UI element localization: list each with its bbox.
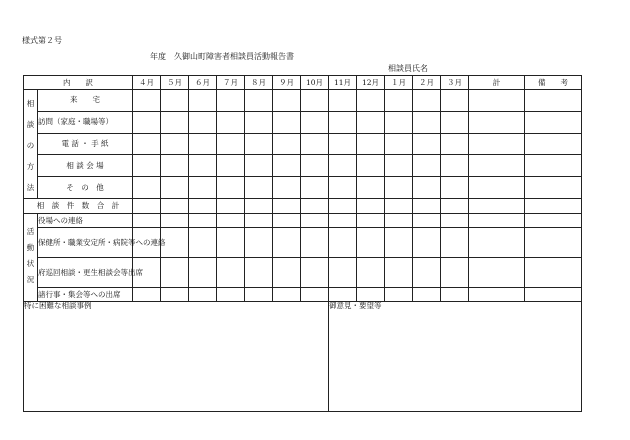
entry-cell[interactable] [385,133,413,155]
entry-cell[interactable] [273,90,301,112]
entry-cell[interactable] [525,111,582,133]
activity-label: 府巡回相談・更生相談会等出席 [38,258,133,288]
entry-cell[interactable] [189,177,217,199]
entry-cell[interactable] [441,111,469,133]
side-char: 活 [26,227,35,237]
entry-cell[interactable] [329,199,357,214]
entry-cell[interactable] [385,155,413,177]
activity-label: 諸行事・集会等への出席 [38,288,133,302]
entry-cell[interactable] [273,155,301,177]
entry-cell[interactable] [217,199,245,214]
entry-cell[interactable] [301,155,329,177]
entry-cell[interactable] [329,133,357,155]
entry-cell[interactable] [189,228,217,258]
method-label: そ の 他 [38,177,133,199]
entry-cell[interactable] [301,133,329,155]
entry-cell[interactable] [245,228,273,258]
entry-cell[interactable] [245,288,273,302]
entry-cell[interactable] [189,155,217,177]
entry-cell[interactable] [413,133,441,155]
entry-cell[interactable] [441,177,469,199]
entry-cell[interactable] [189,288,217,302]
entry-cell[interactable] [385,214,413,228]
entry-cell[interactable] [301,90,329,112]
entry-cell[interactable] [273,133,301,155]
entry-cell[interactable] [385,228,413,258]
header-month: ８月 [245,76,273,90]
entry-cell[interactable] [525,228,582,258]
entry-cell[interactable] [525,155,582,177]
entry-cell[interactable] [217,228,245,258]
entry-cell[interactable] [469,133,525,155]
method-row [24,90,582,112]
entry-cell[interactable] [525,258,582,288]
entry-cell[interactable] [525,90,582,112]
entry-cell[interactable] [133,90,161,112]
entry-cell[interactable] [469,228,525,258]
entry-cell[interactable] [329,214,357,228]
entry-cell[interactable] [469,258,525,288]
entry-cell[interactable] [189,214,217,228]
entry-cell[interactable] [525,199,582,214]
entry-cell[interactable] [245,177,273,199]
side-char: 方 [26,161,35,171]
entry-cell[interactable] [273,228,301,258]
entry-cell[interactable] [385,177,413,199]
header-month: ２月 [413,76,441,90]
entry-cell[interactable] [525,133,582,155]
entry-cell[interactable] [469,214,525,228]
entry-cell[interactable] [357,90,385,112]
entry-cell[interactable] [413,177,441,199]
entry-cell[interactable] [413,258,441,288]
entry-cell[interactable] [525,177,582,199]
side-char: 動 [26,243,35,253]
entry-cell[interactable] [385,258,413,288]
entry-cell[interactable] [329,177,357,199]
entry-cell[interactable] [385,90,413,112]
entry-cell[interactable] [217,214,245,228]
entry-cell[interactable] [357,228,385,258]
entry-cell[interactable] [357,133,385,155]
entry-cell[interactable] [133,133,161,155]
activity-row [24,228,582,258]
entry-cell[interactable] [413,288,441,302]
entry-cell[interactable] [245,155,273,177]
side-char: 況 [26,275,35,285]
entry-cell[interactable] [217,111,245,133]
entry-cell[interactable] [133,288,161,302]
entry-cell[interactable] [245,258,273,288]
header-month: 11月 [329,76,357,90]
side-char: 談 [26,119,35,129]
entry-cell[interactable] [329,288,357,302]
entry-cell[interactable] [329,155,357,177]
entry-cell[interactable] [273,288,301,302]
opinions-label: 御意見・要望等 [329,301,382,310]
entry-cell[interactable] [161,111,189,133]
header-item-label: 内 訳 [24,76,133,90]
entry-cell[interactable] [525,288,582,302]
entry-cell[interactable] [441,199,469,214]
entry-cell[interactable] [301,199,329,214]
method-label: 訪問（家庭・職場等） [38,111,133,133]
header-remarks: 備 考 [525,76,582,90]
entry-cell[interactable] [469,199,525,214]
entry-cell[interactable] [189,258,217,288]
entry-cell[interactable] [413,199,441,214]
entry-cell[interactable] [273,214,301,228]
entry-cell[interactable] [301,111,329,133]
activity-report-table [23,75,582,412]
entry-cell[interactable] [329,111,357,133]
side-char: 法 [26,182,35,192]
entry-cell[interactable] [329,258,357,288]
entry-cell[interactable] [469,90,525,112]
entry-cell[interactable] [161,214,189,228]
entry-cell[interactable] [245,199,273,214]
header-total: 計 [469,76,525,90]
difficult-cases-box[interactable] [24,302,329,412]
header-row [24,76,582,90]
entry-cell[interactable] [161,90,189,112]
entry-cell[interactable] [441,288,469,302]
method-label: 来 宅 [38,90,133,112]
entry-cell[interactable] [301,258,329,288]
entry-cell[interactable] [469,155,525,177]
entry-cell[interactable] [441,90,469,112]
entry-cell[interactable] [385,199,413,214]
entry-cell[interactable] [301,214,329,228]
header-month: ３月 [441,76,469,90]
entry-cell[interactable] [357,199,385,214]
entry-cell[interactable] [441,133,469,155]
header-month: ９月 [273,76,301,90]
entry-cell[interactable] [469,177,525,199]
report-title: 年度 久御山町障害者相談員活動報告書 [150,52,294,61]
entry-cell[interactable] [245,133,273,155]
entry-cell[interactable] [133,199,161,214]
activity-label: 保健所・職業安定所・病院等への連絡 [38,228,133,258]
entry-cell[interactable] [441,258,469,288]
method-row [24,155,582,177]
entry-cell[interactable] [469,111,525,133]
header-month: ６月 [189,76,217,90]
counselor-name-label: 相談員氏名 [388,64,428,73]
entry-cell[interactable] [273,258,301,288]
entry-cell[interactable] [441,155,469,177]
entry-cell[interactable] [273,199,301,214]
entry-cell[interactable] [133,155,161,177]
header-month: 10月 [301,76,329,90]
entry-cell[interactable] [273,177,301,199]
total-row-label: 相 談 件 数 合 計 [24,199,133,214]
activity-side-label [24,214,38,302]
entry-cell[interactable] [413,214,441,228]
header-month: １月 [385,76,413,90]
entry-cell[interactable] [525,214,582,228]
entry-cell[interactable] [273,111,301,133]
activity-row [24,288,582,302]
entry-cell[interactable] [217,288,245,302]
method-row [24,133,582,155]
header-month: 12月 [357,76,385,90]
entry-cell[interactable] [133,214,161,228]
entry-cell[interactable] [357,177,385,199]
notes-row [24,302,582,412]
entry-cell[interactable] [441,228,469,258]
entry-cell[interactable] [217,258,245,288]
opinions-box[interactable] [329,302,582,412]
entry-cell[interactable] [385,288,413,302]
entry-cell[interactable] [217,133,245,155]
header-month: ４月 [133,76,161,90]
entry-cell[interactable] [189,133,217,155]
entry-cell[interactable] [329,228,357,258]
entry-cell[interactable] [329,90,357,112]
entry-cell[interactable] [413,90,441,112]
entry-cell[interactable] [189,199,217,214]
side-char: の [26,140,35,150]
entry-cell[interactable] [357,288,385,302]
entry-cell[interactable] [301,177,329,199]
method-side-label [24,90,38,199]
entry-cell[interactable] [189,111,217,133]
entry-cell[interactable] [161,288,189,302]
entry-cell[interactable] [441,214,469,228]
entry-cell[interactable] [161,258,189,288]
entry-cell[interactable] [357,111,385,133]
method-row [24,111,582,133]
entry-cell[interactable] [413,228,441,258]
entry-cell[interactable] [217,155,245,177]
entry-cell[interactable] [161,133,189,155]
entry-cell[interactable] [217,177,245,199]
entry-cell[interactable] [413,155,441,177]
entry-cell[interactable] [133,111,161,133]
total-row [24,199,582,214]
side-char: 状 [26,259,35,269]
entry-cell[interactable] [301,288,329,302]
header-month: ５月 [161,76,189,90]
method-row [24,177,582,199]
activity-row [24,214,582,228]
activity-row [24,258,582,288]
entry-cell[interactable] [301,228,329,258]
side-char: 相 [26,98,35,108]
entry-cell[interactable] [245,90,273,112]
entry-cell[interactable] [245,111,273,133]
method-label: 相 談 会 場 [38,155,133,177]
entry-cell[interactable] [385,111,413,133]
activity-label: 役場への連絡 [38,214,133,228]
entry-cell[interactable] [469,288,525,302]
entry-cell[interactable] [133,177,161,199]
entry-cell[interactable] [217,90,245,112]
entry-cell[interactable] [161,199,189,214]
entry-cell[interactable] [357,214,385,228]
entry-cell[interactable] [413,111,441,133]
entry-cell[interactable] [357,258,385,288]
entry-cell[interactable] [161,155,189,177]
header-month: ７月 [217,76,245,90]
entry-cell[interactable] [357,155,385,177]
entry-cell[interactable] [189,90,217,112]
entry-cell[interactable] [245,214,273,228]
difficult-cases-label: 特に困難な相談事例 [24,301,92,310]
entry-cell[interactable] [161,177,189,199]
method-label: 電 話 ・ 手 紙 [38,133,133,155]
form-number: 様式第２号 [22,36,62,45]
